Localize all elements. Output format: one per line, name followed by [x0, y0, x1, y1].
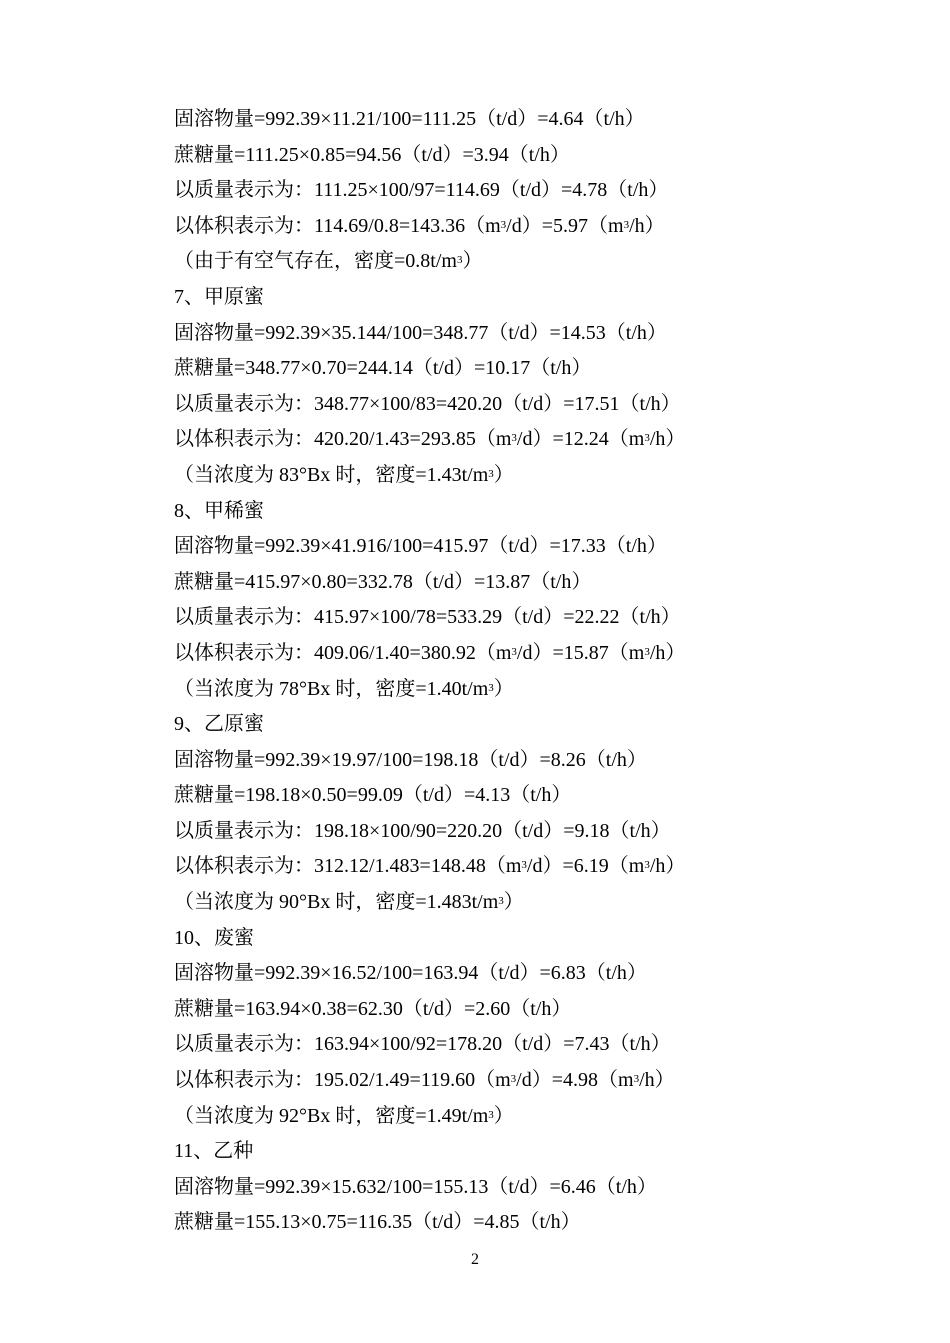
superscript: 3	[644, 432, 650, 445]
text-line: 蔗糖量=155.13×0.75=116.35（t/d）=4.85（t/h）	[174, 1211, 581, 1234]
text-segment: /d）=6.19（m	[526, 855, 645, 878]
text-line	[174, 1099, 874, 1135]
text-segment: /h）	[639, 1069, 675, 1092]
superscript: 3	[521, 859, 527, 872]
text-segment: （当浓度为 90°Bx 时，密度=1.483t/m	[174, 891, 499, 914]
text-line: 以质量表示为：348.77×100/83=420.20（t/d）=17.51（t/h）	[174, 392, 681, 415]
text-segment: （当浓度为 83°Bx 时，密度=1.43t/m	[174, 463, 489, 486]
superscript: 3	[511, 432, 517, 445]
text-segment: /h）	[649, 641, 686, 664]
text-line: 蔗糖量=163.94×0.38=62.30（t/d）=2.60（t/h）	[174, 997, 572, 1020]
superscript: 3	[511, 645, 517, 658]
text-line: 以质量表示为：415.97×100/78=533.29（t/d）=22.22（t/h）	[174, 606, 681, 629]
text-line: 固溶物量=992.39×16.52/100=163.94（t/d）=6.83（t/h）	[174, 962, 647, 985]
text-segment: ）	[493, 463, 514, 486]
text-line: 固溶物量=992.39×35.144/100=348.77（t/d）=14.53（t/h）	[174, 321, 667, 344]
text-segment: 以体积表示为：409.06/1.40=380.92（m	[174, 641, 512, 664]
text-segment: ）	[503, 891, 524, 914]
text-segment: /d）=12.24（m	[516, 428, 645, 451]
superscript: 3	[623, 218, 630, 231]
text-line: 固溶物量=992.39×15.632/100=155.13（t/d）=6.46（t/h）	[174, 1175, 657, 1198]
text-line: 7、甲原蜜	[174, 285, 264, 308]
text-segment: /d）=4.98（m	[516, 1069, 634, 1092]
text-line: 10、废蜜	[174, 926, 254, 949]
text-segment: ）	[493, 1104, 514, 1127]
text-segment: /h）	[629, 214, 665, 237]
text-line: 以质量表示为：198.18×100/90=220.20（t/d）=9.18（t/h）	[174, 819, 671, 842]
document-body	[174, 102, 874, 1241]
text-segment: （当浓度为 78°Bx 时，密度=1.40t/m	[174, 677, 489, 700]
superscript: 3	[500, 218, 507, 231]
text-line: 固溶物量=992.39×41.916/100=415.97（t/d）=17.33（t/h）	[174, 535, 667, 558]
superscript: 3	[488, 1108, 494, 1121]
text-line	[174, 244, 874, 280]
text-segment: 以体积表示为：420.20/1.43=293.85（m	[174, 428, 512, 451]
text-segment: （当浓度为 92°Bx 时，密度=1.49t/m	[174, 1104, 489, 1127]
text-line: 固溶物量=992.39×11.21/100=111.25（t/d）=4.64（t/h）	[174, 108, 645, 130]
text-line: 以质量表示为：111.25×100/97=114.69（t/d）=4.78（t/h）	[174, 179, 669, 202]
text-segment: /h）	[649, 855, 686, 878]
text-line: 11、乙种	[174, 1140, 254, 1163]
superscript: 3	[498, 895, 504, 908]
text-line	[174, 458, 874, 494]
text-line	[174, 1063, 874, 1099]
text-line: 蔗糖量=198.18×0.50=99.09（t/d）=4.13（t/h）	[174, 784, 572, 807]
text-line	[174, 672, 874, 708]
text-line	[174, 885, 874, 921]
page-number: 2	[471, 1251, 479, 1268]
text-segment: 以体积表示为：312.12/1.483=148.48（m	[174, 855, 522, 878]
text-segment: 以体积表示为：114.69/0.8=143.36（m	[174, 214, 501, 237]
superscript: 3	[633, 1073, 640, 1086]
superscript: 3	[456, 254, 463, 267]
superscript: 3	[488, 467, 494, 480]
superscript: 3	[644, 645, 650, 658]
text-segment: （由于有空气存在，密度=0.8t/m	[174, 250, 457, 273]
superscript: 3	[510, 1073, 517, 1086]
text-line: 固溶物量=992.39×19.97/100=198.18（t/d）=8.26（t/h）	[174, 748, 647, 771]
text-line	[174, 636, 874, 672]
superscript: 3	[644, 859, 650, 872]
text-segment: /d）=5.97（m	[506, 214, 624, 237]
text-segment: /h）	[649, 428, 686, 451]
text-segment: ）	[462, 250, 483, 273]
text-segment: ）	[493, 677, 514, 700]
text-line	[174, 422, 874, 458]
text-segment: /d）=15.87（m	[516, 641, 645, 664]
text-line: 蔗糖量=415.97×0.80=332.78（t/d）=13.87（t/h）	[174, 570, 592, 593]
text-line: 以质量表示为：163.94×100/92=178.20（t/d）=7.43（t/h）	[174, 1033, 671, 1056]
text-line	[174, 849, 874, 885]
superscript: 3	[488, 681, 494, 694]
text-line: 蔗糖量=111.25×0.85=94.56（t/d）=3.94（t/h）	[174, 143, 570, 166]
text-segment: 以体积表示为：195.02/1.49=119.60（m	[174, 1069, 511, 1092]
text-line: 8、甲稀蜜	[174, 499, 264, 522]
text-line: 9、乙原蜜	[174, 713, 264, 736]
text-line	[174, 209, 874, 245]
text-line: 蔗糖量=348.77×0.70=244.14（t/d）=10.17（t/h）	[174, 357, 592, 380]
